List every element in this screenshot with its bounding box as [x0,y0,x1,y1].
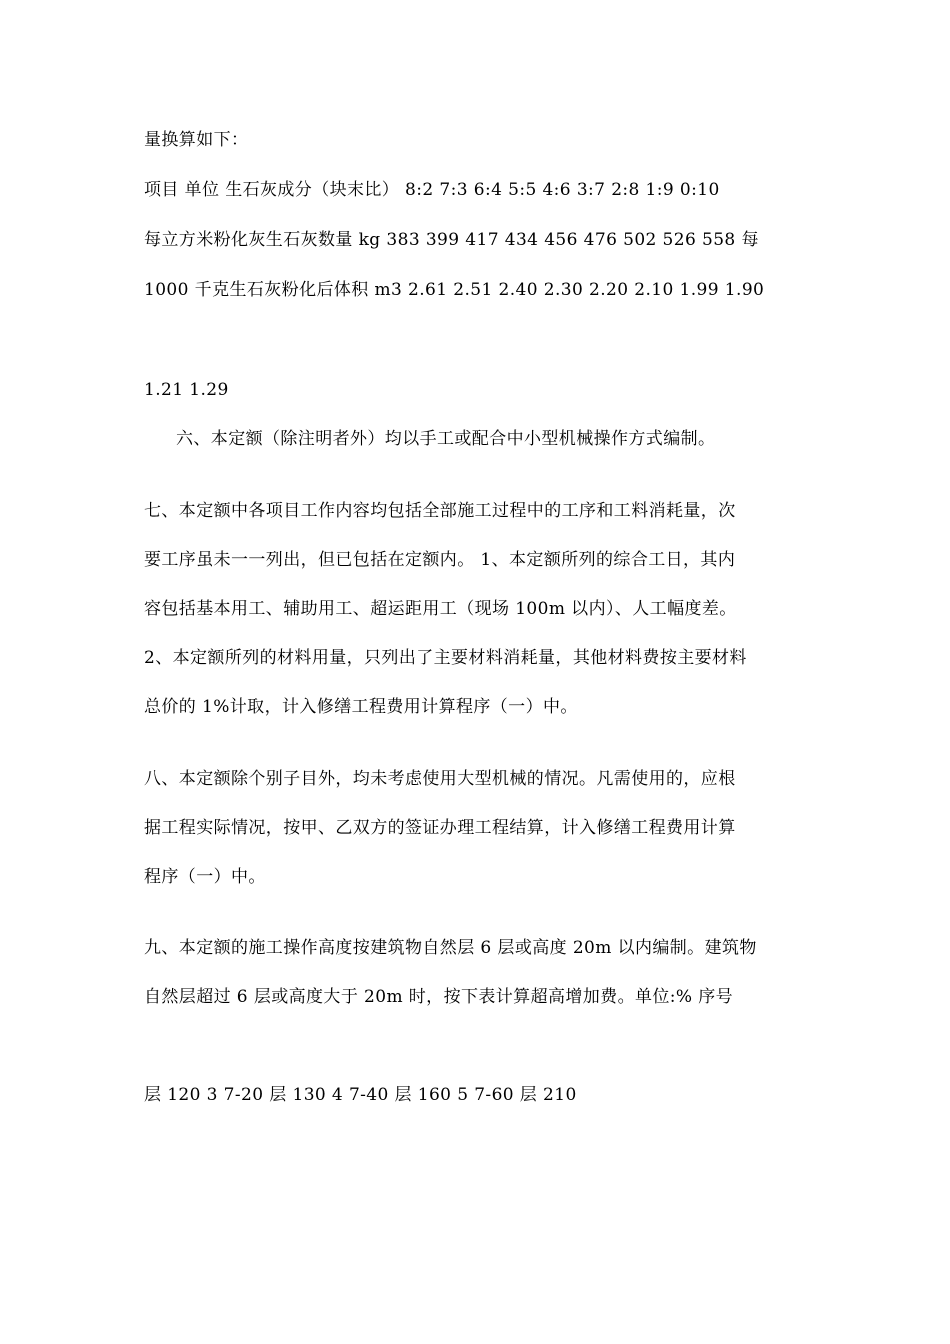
paragraph-seven-line-1: 七、本定额中各项目工作内容均包括全部施工过程中的工序和工料消耗量，次 [144,501,736,521]
paragraph-eight-line-2: 据工程实际情况，按甲、乙双方的签证办理工程结算，计入修缮工程费用计算 [144,818,736,838]
paragraph-six: 六、本定额（除注明者外）均以手工或配合中小型机械操作方式编制。 [176,429,716,449]
paragraph-nine-line-1: 九、本定额的施工操作高度按建筑物自然层 6 层或高度 20m 以内编制。建筑物 [144,938,757,958]
text-line-conversion-intro: 量换算如下： [144,130,249,150]
paragraph-eight-line-3: 程序（一）中。 [144,867,266,887]
table-line-volume: 1000 千克生石灰粉化后体积 m3 2.61 2.51 2.40 2.30 2.20 2.10 1.99 1.90 [144,280,765,300]
paragraph-seven-line-2: 要工序虽未一一列出，但已包括在定额内。 1、本定额所列的综合工日，其内 [144,550,736,570]
paragraph-seven-line-4: 2、本定额所列的材料用量，只列出了主要材料消耗量，其他材料费按主要材料 [144,648,747,668]
table-line-header: 项目 单位 生石灰成分（块末比） 8:2 7:3 6:4 5:5 4:6 3:7 2:8 1:9 0:10 [144,180,720,200]
surcharge-table-line-2: 层 120 3 7-20 层 130 4 7-40 层 160 5 7-60 层 210 [144,1085,577,1105]
paragraph-nine-line-2: 自然层超过 6 层或高度大于 20m 时，按下表计算超高增加费。单位:% 序号 [144,987,734,1007]
table-line-coefficient-continued: 1.21 1.29 [144,380,229,400]
paragraph-seven-line-5: 总价的 1%计取，计入修缮工程费用计算程序（一）中。 [144,697,578,717]
paragraph-seven-line-3: 容包括基本用工、辅助用工、超运距用工（现场 100m 以内）、人工幅度差。 [144,599,737,619]
paragraph-eight-line-1: 八、本定额除个别子目外，均未考虑使用大型机械的情况。凡需使用的，应根 [144,769,736,789]
table-line-quantity: 每立方米粉化灰生石灰数量 kg 383 399 417 434 456 476 502 526 558 每 [144,230,759,250]
